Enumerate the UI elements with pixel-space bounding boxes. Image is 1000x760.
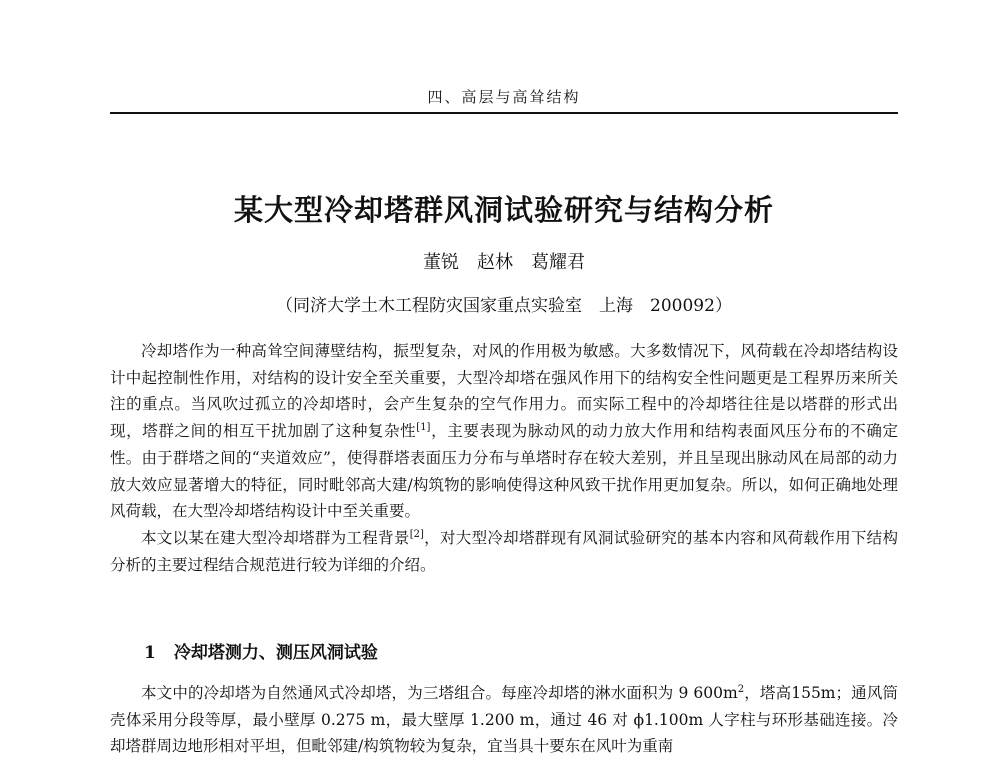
section-number: 1	[144, 643, 156, 663]
citation-1: [1]	[416, 421, 431, 433]
s1-p1-text-b: ，塔高155m；通风筒壳体采用分段等厚，最小壁厚 0.275 m，最大壁厚 1.200 m，通过 46 对 ϕ1.100m 人字柱与环形基础连接。冷却塔群周边地形相对平坦，但毗邻建/构筑物较为复杂，宜当具十要东在风叶为重南	[110, 684, 898, 756]
s1-p1-text-a: 本文中的冷却塔为自然通风式冷却塔，为三塔组合。每座冷却塔的淋水面积为 9 600m	[141, 684, 738, 702]
intro-p2-text-a: 本文以某在建大型冷却塔群为工程背景	[141, 528, 410, 547]
section-title: 冷却塔测力、测压风洞试验	[173, 643, 378, 663]
intro-p1-text-a: 冷却塔作为一种高耸空间薄壁结构，振型复杂，对风的作用极为敏感。大多数情况下，风荷载在冷却塔结构设计中起控制性作用，对结构的设计安全至关重要，大型冷却塔在强风作用下的结构安全性问题更是工程界历来所关注的重点。当风吹过孤立的冷却塔时，会产生复杂的空气作用力。而实际工程中的冷却塔往往是以塔群的形式出现，塔群之间的相互干扰加剧了这种复杂性	[110, 342, 898, 441]
section-1-paragraph-1	[110, 680, 898, 760]
intro-p1-text-b: ，主要表现为脉动风的动力放大作用和结构表面风压分布的不确定性。由于群塔之间的“夹道效应”，使得群塔表面压力分布与单塔时存在较大差别，并且呈现出脉动风在局部的动力放大效应显著增大的特征，同时毗邻高大建/构筑物的影响使得这种风致干扰作用更加复杂。所以，如何正确地处理风荷载，在大型冷却塔结构设计中至关重要。	[110, 422, 898, 521]
running-head: 四、高层与高耸结构	[427, 88, 581, 106]
section-1-body	[110, 680, 898, 760]
section-1-heading	[144, 638, 378, 663]
intro-p2-text-b: ，对大型冷却塔群现有风洞试验研究的基本内容和风荷载作用下结构分析的主要过程结合规范进行较为详细的介绍。	[110, 528, 898, 574]
affiliation: （同济大学土木工程防灾国家重点实验室 上海 200092）	[276, 296, 732, 316]
paper-title: 某大型冷却塔群风洞试验研究与结构分析	[233, 193, 774, 227]
intro-paragraph-2	[110, 525, 898, 578]
citation-2: [2]	[409, 528, 424, 540]
header-rule	[110, 112, 898, 114]
intro-paragraph-1	[110, 338, 898, 525]
intro-body	[110, 338, 898, 578]
area-unit-superscript: 2	[737, 683, 745, 695]
authors: 董锐 赵林 葛耀君	[423, 252, 585, 273]
